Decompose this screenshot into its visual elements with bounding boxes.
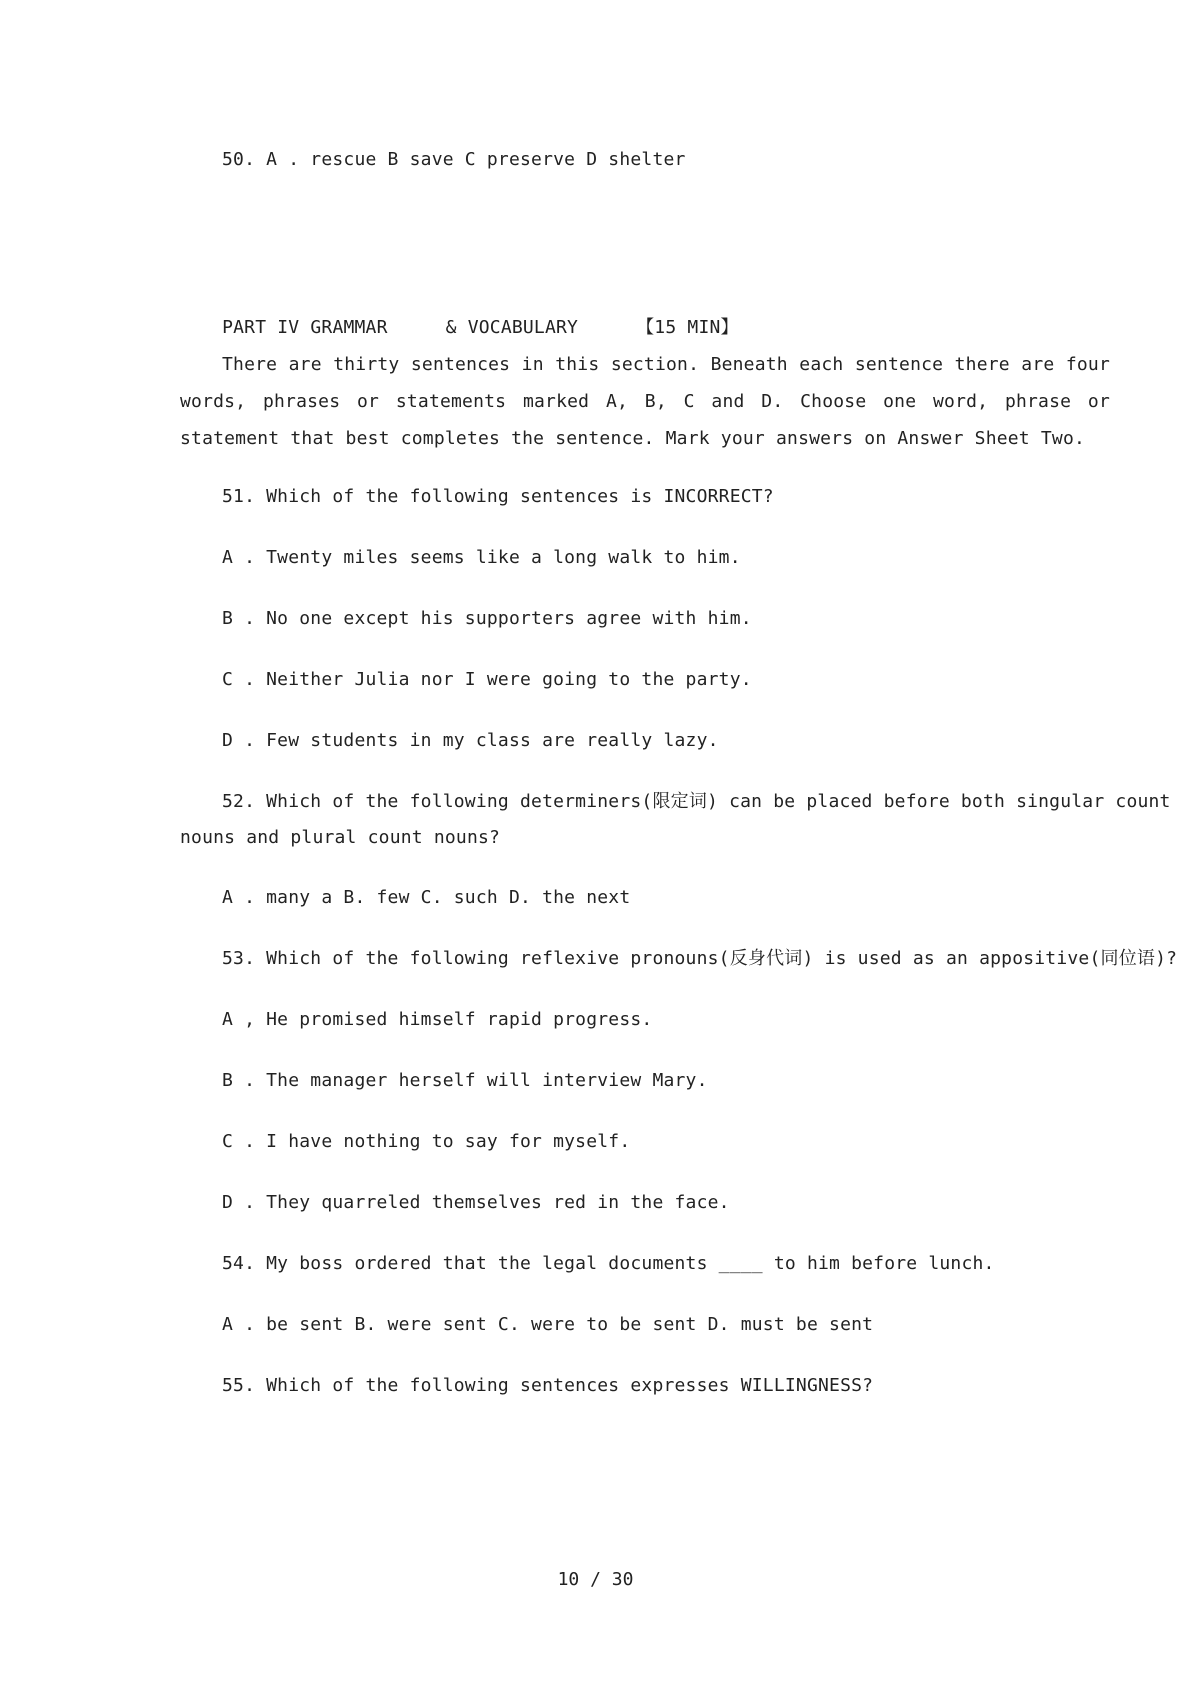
section-vocab: & VOCABULARY [445, 317, 579, 338]
q53-option-c: C . I have nothing to say for myself. [222, 1131, 631, 1152]
instructions-paragraph: There are thirty sentences in this section. Beneath each sentence there are four words, phrases or statements marked A, B, C and D. Choose one word, phrase or statement that best completes the sentence. Mark your answers on Answer Sheet Two. [180, 354, 1110, 449]
q53-option-b: B . The manager herself will interview Mary. [222, 1070, 708, 1091]
q55-stem: 55. Which of the following sentences expresses WILLINGNESS? [222, 1375, 874, 1396]
q50-options: 50. A . rescue B save C preserve D shelter [222, 149, 686, 170]
q52-stem-line1: 52. Which of the following determiners(限定词) can be placed before both singular count [222, 791, 1171, 812]
section-heading [200, 292, 739, 340]
q51-option-c: C . Neither Julia nor I were going to the party. [222, 669, 752, 690]
q53-option-a: A , He promised himself rapid progress. [222, 1009, 653, 1030]
q53-option-d: D . They quarreled themselves red in the face. [222, 1192, 730, 1213]
q53-stem: 53. Which of the following reflexive pronouns(反身代词) is used as an appositive(同位语)? [222, 948, 1178, 969]
page-number: 10 / 30 [557, 1569, 634, 1590]
section-part: PART IV GRAMMAR [222, 317, 388, 338]
section-time: 【15 MIN】 [636, 317, 739, 338]
q52-options: A . many a B. few C. such D. the next [222, 887, 631, 908]
q52-stem-line2: nouns and plural count nouns? [180, 827, 501, 848]
q54-stem: 54. My boss ordered that the legal documents ____ to him before lunch. [222, 1253, 995, 1274]
q54-options: A . be sent B. were sent C. were to be sent D. must be sent [222, 1314, 874, 1335]
q51-stem: 51. Which of the following sentences is INCORRECT? [222, 486, 774, 507]
q51-option-d: D . Few students in my class are really lazy. [222, 730, 719, 751]
q51-option-a: A . Twenty miles seems like a long walk to him. [222, 547, 741, 568]
q51-option-b: B . No one except his supporters agree with him. [222, 608, 752, 629]
